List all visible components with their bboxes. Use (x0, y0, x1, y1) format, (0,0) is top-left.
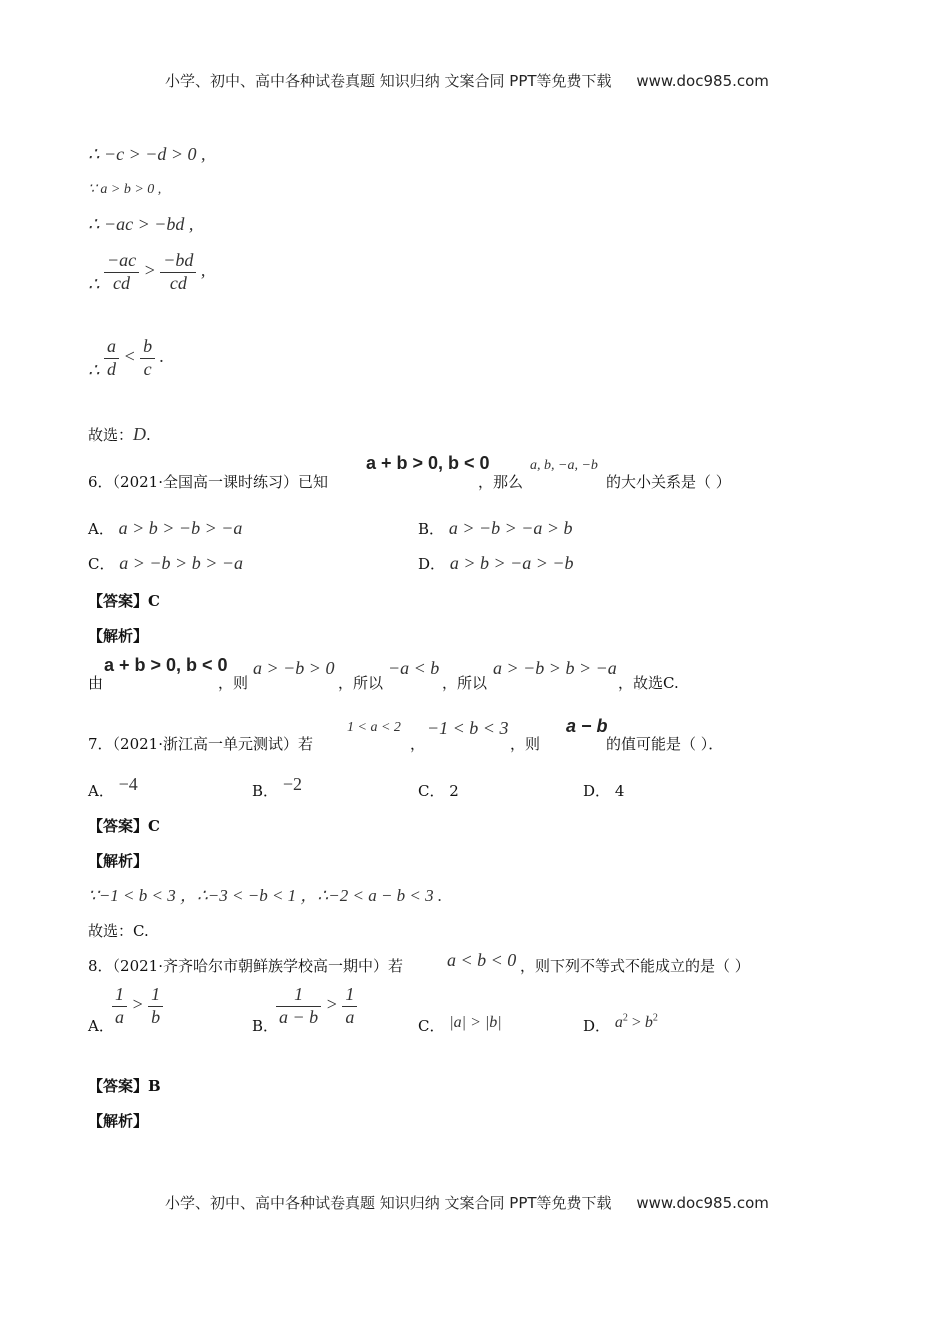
q7-condition-1: 1 < a < 2 (347, 720, 401, 735)
denominator: a (345, 1006, 355, 1027)
numerator: 1 (342, 984, 357, 1007)
numerator: −ac (104, 250, 139, 273)
option-letter: C． (418, 1017, 445, 1035)
option-letter: C． (418, 782, 445, 800)
option-letter: D． (583, 782, 611, 800)
denominator: cd (169, 272, 187, 293)
denominator: a − b (279, 1006, 319, 1027)
page-footer (165, 1192, 769, 1213)
option-expr: a > −b > b > −a (119, 553, 243, 573)
q7-solution: ∵−1 < b < 3 ，∴−3 < −b < 1 ，∴−2 < a − b < 3 . (88, 886, 443, 905)
denominator: d (106, 358, 116, 379)
q7-option-c (418, 780, 459, 801)
prev-choice (88, 424, 151, 445)
fraction (140, 336, 155, 380)
q6-solution-end: ，故选C. (618, 674, 679, 692)
q6-option-b (418, 518, 573, 539)
punctuation: , (200, 260, 206, 281)
exponent: 2 (622, 1012, 628, 1024)
option-letter: C． (88, 555, 115, 573)
base-b: b (644, 1014, 653, 1031)
denominator: c (143, 358, 152, 379)
fraction (104, 336, 119, 380)
q7-choice: 故选：C. (88, 922, 149, 940)
choice-label: 故选： (88, 426, 134, 444)
q8-option-b-letter: B． (252, 1017, 279, 1035)
q6-analysis-label: 【解析】 (88, 627, 149, 645)
numerator: b (140, 336, 155, 359)
operator: > (627, 1014, 645, 1031)
q7-option-d (583, 780, 624, 801)
option-expr: a > −b > −a > b (448, 518, 573, 538)
header-url: www.doc985.com (636, 72, 769, 90)
prev-line-2: ∵ a > b > 0 , (88, 182, 162, 197)
choice-end: . (146, 426, 151, 444)
operator: > (131, 994, 144, 1015)
q6-solution-ze: ，则 (218, 674, 249, 692)
therefore-symbol: ∴ (88, 274, 100, 295)
q7-option-b (252, 774, 302, 801)
q6-stem (88, 471, 328, 492)
q8-option-d (583, 1012, 658, 1036)
q7-analysis-label: 【解析】 (88, 852, 149, 870)
prev-line-1: ∴ −c > −d > 0 , (88, 144, 206, 164)
q8-answer: 【答案】B (88, 1077, 161, 1095)
fraction (148, 984, 163, 1028)
q8-stem-b: ，则下列不等式不能成立的是（ ） (520, 957, 750, 975)
q7-expr: a − b (566, 716, 608, 736)
denominator: cd (113, 272, 131, 293)
option-letter: B． (252, 782, 279, 800)
numerator: a (104, 336, 119, 359)
fraction (160, 250, 196, 294)
operator: > (143, 260, 156, 281)
q6-option-c (88, 553, 243, 574)
denominator: b (151, 1006, 161, 1027)
q6-solution-expr-1: a > −b > 0 (253, 658, 335, 678)
footer-url: www.doc985.com (636, 1194, 769, 1212)
q6-solution-expr-2: −a < b (388, 658, 440, 678)
page-header (165, 70, 769, 91)
option-value: 4 (614, 782, 625, 800)
q6-solution-you: 由 (88, 674, 104, 692)
option-value: 2 (449, 782, 459, 800)
numerator: 1 (112, 984, 127, 1007)
q6-solution-condition: a + b > 0, b < 0 (104, 655, 228, 675)
operator: < (123, 346, 136, 367)
option-expr: a > b > −b > −a (118, 518, 243, 538)
option-value: −2 (282, 774, 302, 794)
punctuation: . (159, 346, 165, 367)
fraction (276, 984, 321, 1028)
q6-condition: a + b > 0, b < 0 (366, 453, 490, 473)
numerator: −bd (160, 250, 196, 273)
prev-line-4 (88, 250, 205, 294)
q7-comma: ， (410, 735, 426, 753)
q8-option-b-expr (276, 984, 357, 1028)
option-expr (615, 1014, 658, 1031)
prev-line-3: ∴ −ac > −bd , (88, 214, 194, 234)
q6-stem-a: 6．（2021·全国高一课时练习）已知 (88, 473, 328, 491)
fraction (342, 984, 357, 1028)
option-letter: D． (583, 1017, 611, 1035)
denominator: a (115, 1006, 124, 1027)
q8-option-c (418, 1015, 502, 1036)
q7-answer: 【答案】C (88, 817, 160, 835)
header-text: 小学、初中、高中各种试卷真题 知识归纳 文案合同 PPT等免费下载 (165, 72, 612, 90)
q6-vars: a, b, −a, −b (530, 458, 598, 473)
fraction (112, 984, 127, 1028)
operator: > (325, 994, 338, 1015)
exponent: 2 (652, 1012, 658, 1024)
q6-solution-suoyi-1: ，所以 (338, 674, 384, 692)
base-a: a (614, 1014, 623, 1031)
q7-condition-2: −1 < b < 3 (427, 718, 509, 738)
q7-stem-a: 7．（2021·浙江高一单元测试）若 (88, 735, 313, 753)
q7-stem-b: ，则 (510, 735, 541, 753)
q6-stem-b: ，那么 (478, 473, 524, 491)
q6-solution-suoyi-2: ，所以 (442, 674, 488, 692)
option-letter: A． (88, 782, 114, 800)
q6-option-a (88, 518, 242, 539)
numerator: 1 (276, 984, 321, 1007)
q8-analysis-label: 【解析】 (88, 1112, 149, 1130)
therefore-symbol: ∴ (88, 360, 100, 381)
footer-text: 小学、初中、高中各种试卷真题 知识归纳 文案合同 PPT等免费下载 (165, 1194, 612, 1212)
fraction (104, 250, 139, 294)
q6-solution-expr-3: a > −b > b > −a (493, 658, 617, 678)
q7-option-a (88, 774, 138, 801)
q6-answer: 【答案】C (88, 592, 160, 610)
numerator: 1 (148, 984, 163, 1007)
option-letter: A． (88, 520, 114, 538)
option-letter: D． (418, 555, 446, 573)
prev-line-5 (88, 336, 164, 380)
option-expr: |a| > |b| (449, 1014, 502, 1031)
q7-stem-c: 的值可能是（ ）． (606, 735, 724, 753)
q6-option-d (418, 553, 574, 574)
choice-value: D (133, 424, 147, 444)
q8-option-a-letter: A． (88, 1017, 114, 1035)
q6-stem-c: 的大小关系是（ ） (606, 473, 731, 491)
option-expr: a > b > −a > −b (449, 553, 574, 573)
option-letter: B． (418, 520, 445, 538)
q8-stem-a: 8．（2021·齐齐哈尔市朝鲜族学校高一期中）若 (88, 957, 403, 975)
q8-condition: a < b < 0 (447, 950, 517, 970)
option-value: −4 (118, 774, 138, 794)
q8-option-a-expr (112, 984, 163, 1028)
